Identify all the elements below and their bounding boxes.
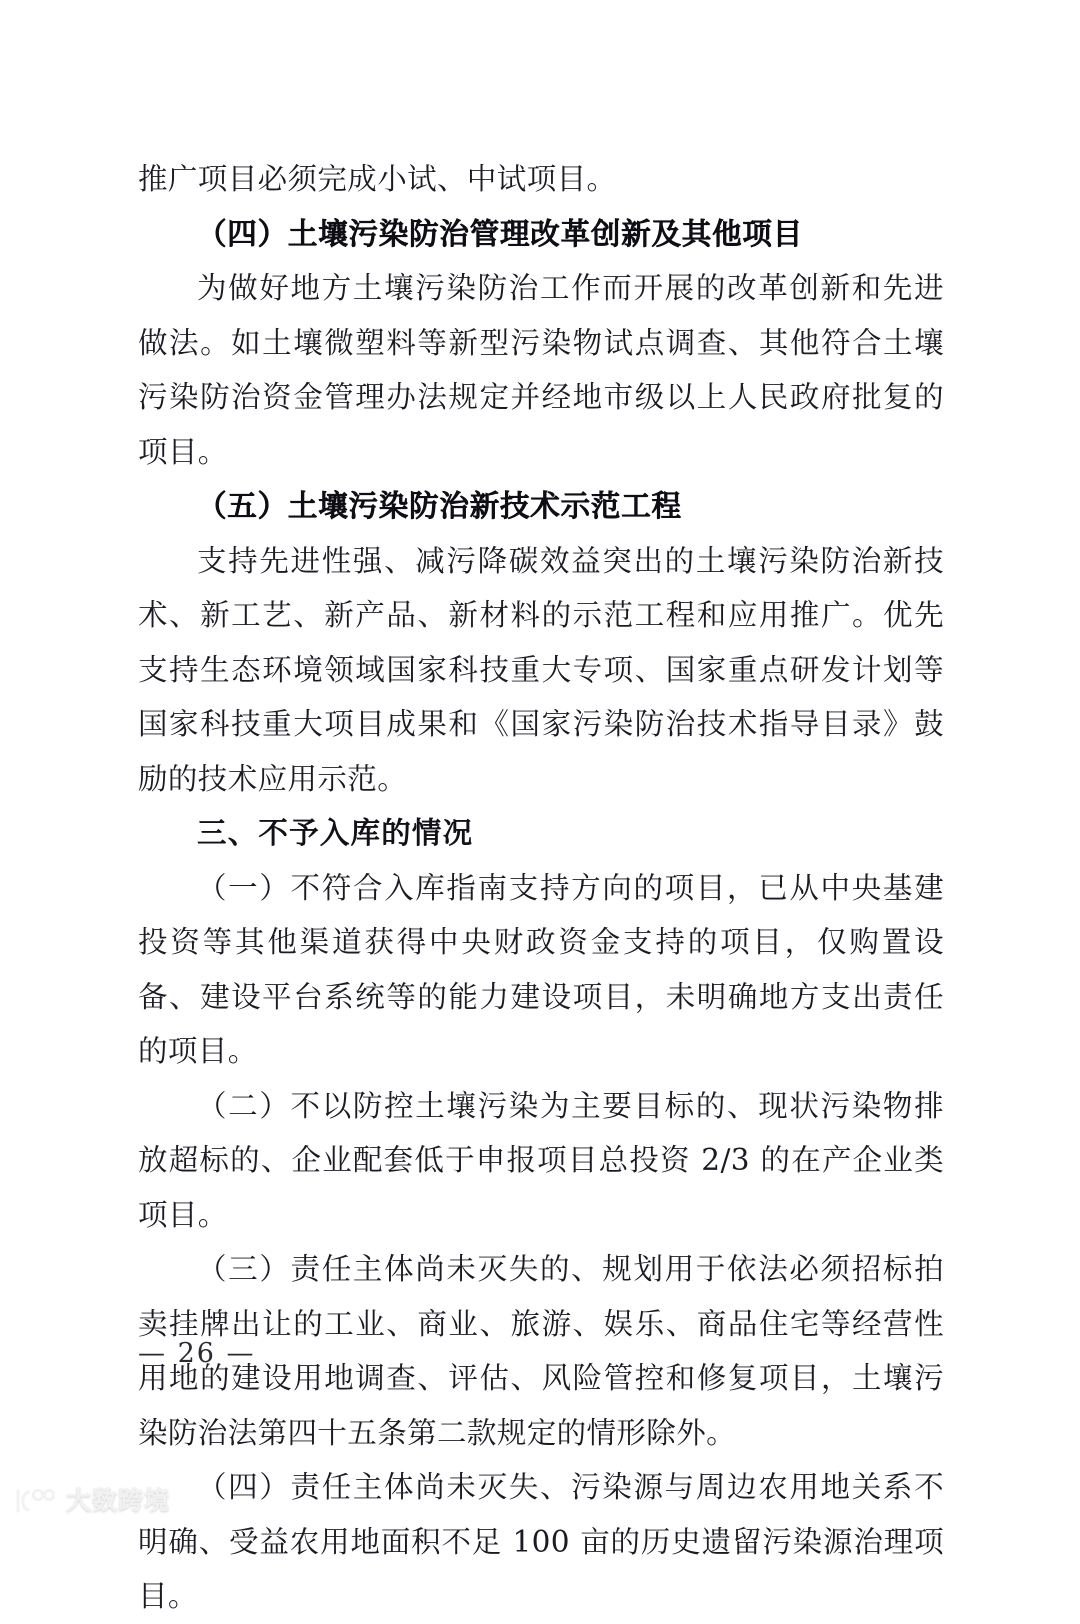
paragraph-item-one: （一）不符合入库指南支持方向的项目，已从中央基建投资等其他渠道获得中央财政资金支持的项目，仅购置设备、建设平台系统等的能力建设项目，未明确地方支出责任的项目。 [138,870,944,1068]
subheading-section-four: （四）土壤污染防治管理改革创新及其他项目 [197,215,804,251]
brand-logo-icon [12,1486,58,1516]
paragraph-item-four: （四）责任主体尚未灭失、污染源与周边农用地关系不明确、受益农用地面积不足 100 亩的历史遗留污染源治理项目。 [138,1470,944,1613]
paragraph-item-three: （三）责任主体尚未灭失的、规划用于依法必须招标拍卖挂牌出让的工业、商业、旅游、娱乐、商品住宅等经营性用地的建设用地调查、评估、风险管控和修复项目，土壤污染防治法第四十五条第二款规定的情形除外。 [138,1252,944,1450]
page-number: — 26 — [138,1338,256,1369]
paragraph-section-five-body: 支持先进性强、减污降碳效益突出的土壤污染防治新技术、新工艺、新产品、新材料的示范工程和应用推广。优先支持生态环境领域国家科技重大专项、国家重点研发计划等国家科技重大项目成果和《国家污染防治技术指导目录》鼓励的技术应用示范。 [138,543,944,796]
watermark-brand-text: 大数跨境 [66,1486,171,1515]
paragraph-item-two: （二）不以防控土壤污染为主要目标的、现状污染物排放超标的、企业配套低于申报项目总投资 2/3 的在产企业类项目。 [138,1088,944,1232]
paragraph-section-four-body: 为做好地方土壤污染防治工作而开展的改革创新和先进做法。如土壤微塑料等新型污染物试点调查、其他符合土壤污染防治资金管理办法规定并经地市级以上人民政府批复的项目。 [138,271,944,469]
subheading-section-five: （五）土壤污染防治新技术示范工程 [197,488,682,523]
document-text-column [138,152,944,1624]
section-heading-three: 三、不予入库的情况 [197,816,474,850]
paragraph-continuation: 推广项目必须完成小试、中试项目。 [138,162,617,196]
